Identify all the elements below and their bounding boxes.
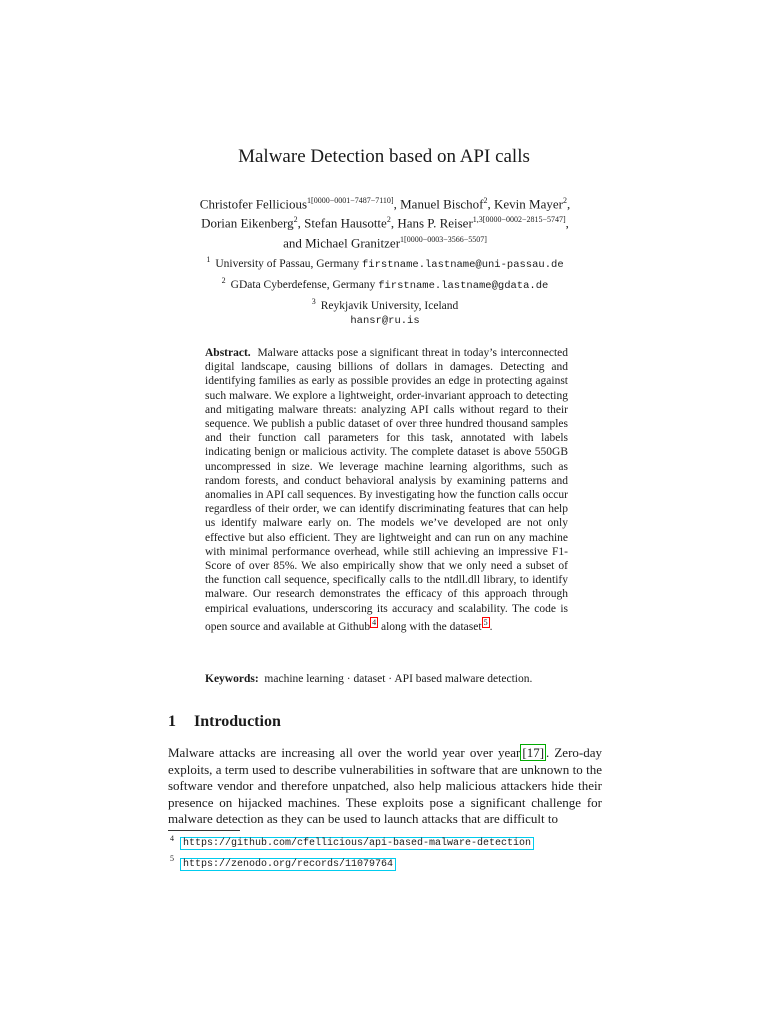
keywords-label: Keywords: bbox=[205, 673, 259, 685]
author-list bbox=[150, 193, 620, 251]
footnote bbox=[170, 851, 600, 871]
affiliation-number: 2 bbox=[221, 275, 226, 285]
abstract-text-mid: along with the dataset bbox=[378, 620, 482, 633]
footnote-number: 5 bbox=[170, 854, 174, 864]
author-affil: 2 bbox=[386, 215, 391, 225]
author-name: Dorian Eikenberg bbox=[201, 215, 294, 231]
section-title: Introduction bbox=[194, 713, 281, 730]
footnote-number: 4 bbox=[170, 834, 174, 843]
affiliation-number: 1 bbox=[206, 255, 211, 264]
footnote-link[interactable]: https://github.com/cfellicious/api-based-malware-detection bbox=[180, 837, 534, 850]
author-sep: , bbox=[565, 215, 569, 231]
keywords bbox=[205, 673, 568, 685]
affiliation-email: firstname.lastname@uni-passau.de bbox=[361, 258, 564, 271]
citation-link[interactable]: [17] bbox=[522, 745, 545, 760]
author-orcid: 1[0000−0001−7487−7110] bbox=[307, 196, 394, 205]
abstract-label: Abstract. bbox=[205, 347, 251, 359]
affiliation bbox=[150, 294, 620, 314]
author-orcid: 1[0000−0003−3566−5507] bbox=[400, 234, 487, 244]
author-affil: 2 bbox=[562, 196, 567, 205]
abstract bbox=[205, 346, 568, 634]
affiliation-text: GData Cyberdefense, Germany bbox=[230, 278, 379, 291]
keywords-text: machine learning · dataset · API based malware detection. bbox=[264, 673, 533, 685]
author-orcid: 1,3[0000−0002−2815−5747] bbox=[472, 215, 566, 225]
author-name: , Manuel Bischof bbox=[393, 196, 484, 212]
author-name: Christofer Fellicious bbox=[199, 196, 308, 212]
intro-paragraph bbox=[168, 745, 602, 828]
section-heading bbox=[168, 713, 281, 731]
affiliation-text: Reykjavik University, Iceland bbox=[320, 299, 459, 312]
affiliation-list bbox=[150, 252, 620, 329]
affiliation bbox=[150, 313, 620, 329]
author-affil: 2 bbox=[483, 196, 488, 205]
affiliation bbox=[150, 273, 620, 294]
abstract-text: Malware attacks pose a significant threat in today’s interconnected digital landscape, causing billions of dollars in damages. Detecting and identifying families as early as possible provides an edge in protecting against such malware. We explore a lightweight, order-invariant approach to detecting and mitigating malware threats: analyzing API calls without regard to their sequence. We publish a public dataset of over three hundred thousand samples and their function call parameters for this task, annotated with labels indicating benign or malicious activity. The complete dataset is above 550GB uncompressed in size. We leverage machine learning algorithms, such as random forests, and conduct behavioral analysis by examining patterns and anomalies in API call sequences. By investigating how the function calls occur regardless of their order, we can identify discriminating features that can help us identify malware early on. The models we’ve developed are not only effective but also efficient. They are lightweight and can run on any machine with minimal performance overhead, while still achieving an impressive F1-Score of over 85%. We also empirically show that we only need a subset of the function call sequence, specifically calls to the ntdll.dll library, to identify malware. Our research demonstrates the efficacy of this approach through empirical evaluations, underscoring its accuracy and scalability. The code is open source and available at Github bbox=[205, 347, 569, 633]
footnote-link[interactable]: https://zenodo.org/records/11079764 bbox=[180, 858, 396, 871]
abstract-text-end: . bbox=[489, 620, 493, 633]
author-sep: , bbox=[566, 196, 571, 212]
footnote-ref-5[interactable]: 5 bbox=[483, 617, 488, 627]
author-name: and Michael Granitzer bbox=[283, 234, 401, 250]
author-name: , Stefan Hausotte bbox=[297, 215, 387, 231]
paper-title: Malware Detection based on API calls bbox=[238, 146, 530, 167]
author-affil: 2 bbox=[293, 215, 298, 225]
footnotes bbox=[170, 831, 600, 872]
section-number: 1 bbox=[168, 713, 176, 730]
affiliation-text: University of Passau, Germany bbox=[215, 257, 362, 270]
author-name: , Kevin Mayer bbox=[487, 196, 563, 212]
affiliation-number: 3 bbox=[311, 296, 316, 306]
affiliation bbox=[150, 252, 620, 273]
affiliation-email: hansr@ru.is bbox=[350, 315, 420, 328]
intro-text: . Zero-day exploits, a term used to describe vulnerabilities in software that are unknown to the software vendor and therefore unpatched, also help malicious attackers hide their presence on hijacked machines. These exploits pose a significant challenge for malware detection as they can be used to launch attacks that are difficult to bbox=[168, 745, 602, 826]
intro-text: Malware attacks are increasing all over the world year over year bbox=[168, 745, 521, 760]
footnote-ref-4[interactable]: 4 bbox=[372, 617, 377, 627]
affiliation-email: firstname.lastname@gdata.de bbox=[378, 279, 549, 292]
author-name: , Hans P. Reiser bbox=[390, 215, 473, 231]
footnote bbox=[170, 831, 600, 851]
